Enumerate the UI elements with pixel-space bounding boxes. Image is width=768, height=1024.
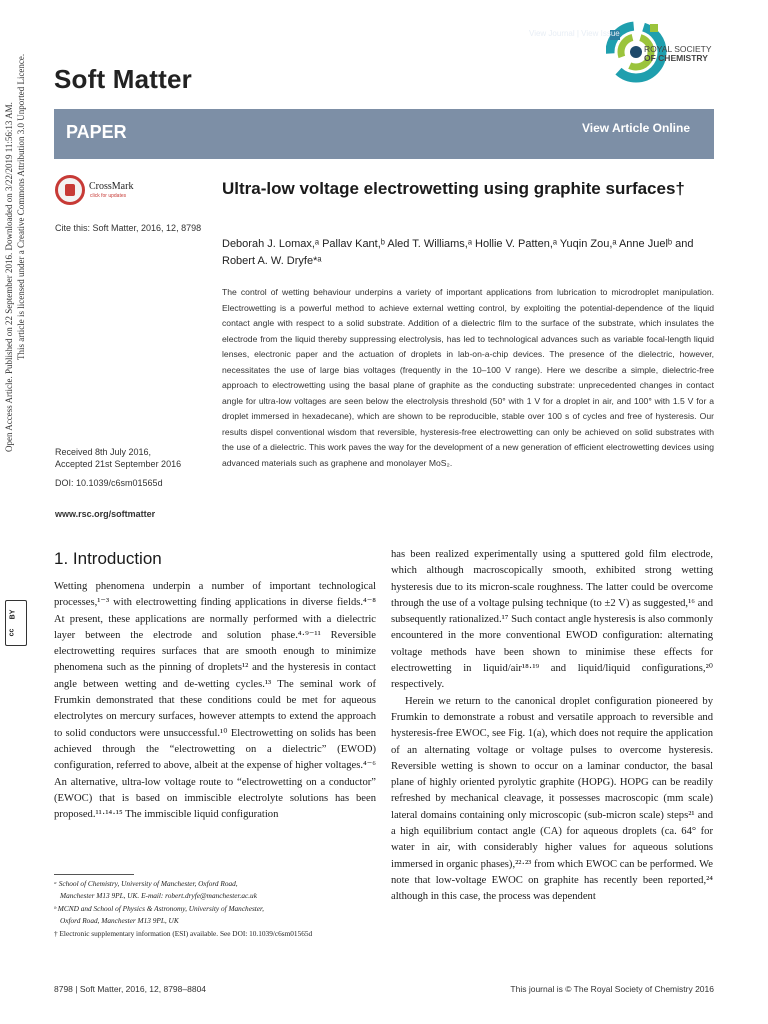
cc-by-badge-icon[interactable] bbox=[5, 600, 27, 646]
crossmark-icon bbox=[55, 175, 85, 205]
body-column-right bbox=[391, 547, 713, 906]
publisher-line-2: OF CHEMISTRY bbox=[644, 53, 708, 63]
rsc-logo bbox=[606, 18, 716, 88]
page-footer-citation: 8798 | Soft Matter, 2016, 12, 8798–8804 bbox=[54, 984, 207, 994]
journal-website-link[interactable]: www.rsc.org/softmatter bbox=[55, 509, 156, 519]
section-label: PAPER bbox=[66, 122, 127, 142]
footnotes bbox=[54, 878, 378, 940]
footnote-affiliation-a: ᵃ School of Chemistry, University of Manchester, Oxford Road, bbox=[54, 879, 238, 888]
licence-notice[interactable]: This article is licensed under a Creative Commons Attribution 3.0 Unported Licence. bbox=[16, 53, 26, 360]
section-heading-introduction: 1. Introduction bbox=[54, 549, 162, 568]
crossmark-sub: click for updates bbox=[90, 193, 127, 199]
cite-this: Cite this: Soft Matter, 2016, 12, 8798 bbox=[55, 223, 202, 233]
cc-label: cc bbox=[8, 628, 16, 637]
doi[interactable]: DOI: 10.1039/c6sm01565d bbox=[55, 478, 163, 488]
crossmark-label: CrossMark bbox=[89, 181, 134, 192]
section-bar bbox=[54, 109, 714, 159]
abstract: The control of wetting behaviour underpins a variety of important applications from lubrication to microdroplet manipulation. Electrowetting is a powerful method to achieve external wetting control, by exploiting the potential-dependence of the liquid contact angle with respect to a solid substrate. Addition of a dielectric film to the surface of the substrate, which insulates the electrode from the liquid thereby suppressing electrolysis, has led to technological advances such as variable focal-length liquid lenses, electronic paper and the actuation of droplets in lab-on-a-chip devices. The presence of the dielectric, however, necessitates the use of large bias voltages (frequently in the 10–100 V range). Here we describe a simple, dielectric-free approach to electrowetting using the basal plane of graphite as the conducting substrate: unprecedented changes in contact angle for ultra-low voltages are seen below the electrolysis threshold (50° with 1 V for a droplet in air, and 100° with 1.5 V for a droplet immersed in hexadecane), which are shown to be reproducible, stable over 100 s of cycles and free of hysteresis. Our results dispel conventional wisdom that reversible, hysteresis-free electrowetting can only be achieved on solid substrates with the use of a dielectric. This work paves the way for the development of a new generation of efficient electrowetting devices using advanced materials such as graphene and monolayer MoS₂. bbox=[222, 287, 714, 468]
footnote-affiliation-b-cont: Oxford Road, Manchester M13 9PL, UK bbox=[60, 916, 179, 926]
paragraph: has been realized experimentally using a sputtered gold film electrode, which although macroscopically smooth, exhibited strong wetting hysteresis due to its micron-scale roughness. The latter could be overcome through the use of a voltage pulsing technique (to ±2 V) as suggested,¹⁶ and subsequently rationalized.¹⁷ Such contact angle hysteresis is also commonly encountered in the more conventional EWOD configuration: alternating voltage methods have been shown to minimise these effects for electrowetting in liquid/air¹⁸·¹⁹ and liquid/liquid configurations,²⁰ respectively. bbox=[391, 549, 713, 691]
publisher-line-1: ROYAL SOCIETY bbox=[644, 44, 712, 54]
paragraph: Herein we return to the canonical droplet configuration pioneered by Frumkin to demonstrate a robust and versatile approach to reversible and hysteresis-free EWOC, see Fig. 1(a), which does not require the application of an alternating voltage or voltage pulses to overcome hysteresis. Reversible wetting is shown to occur on a laminar conductor, the basal plane of highly oriented pyrolytic graphite (HOPG). HOPG can be readily refreshed by mechanical cleavage, it possesses macroscopic (mm scale) lateral domains containing only microscopic (sub-micron scale) steps²¹ and a high equilibrium contact angle (CA) for aqueous droplets (ca. 64° for water in air, with considerably higher values for aqueous solutions immersed in organic phases),²²·²³ from which EWOC can be performed. We note that low-voltage EWOC on graphite has recently been reported,²⁴ although in this case, the process was dependent bbox=[391, 695, 713, 903]
by-label: BY bbox=[9, 609, 17, 620]
footnote-affiliation-b: ᵇ MCND and School of Physics & Astronomy, University of Manchester, bbox=[54, 903, 264, 913]
article-title: Ultra-low voltage electrowetting using graphite surfaces† bbox=[222, 179, 685, 198]
page-footer-copyright: This journal is © The Royal Society of Chemistry 2016 bbox=[510, 984, 714, 994]
received-date: Received 8th July 2016, bbox=[55, 447, 152, 457]
crossmark-button[interactable] bbox=[55, 175, 195, 207]
journal-title: Soft Matter bbox=[54, 64, 192, 94]
view-article-online-link[interactable]: View Article Online bbox=[581, 121, 690, 135]
author-list: Deborah J. Lomax,ᵃ Pallav Kant,ᵇ Aled T. Williams,ᵃ Hollie V. Patten,ᵃ Yuqin Zou,ᵃ Anne Juelᵇ and Robert A. W. Dryfe*ᵃ bbox=[222, 238, 694, 267]
accepted-date: Accepted 21st September 2016 bbox=[55, 459, 182, 469]
paragraph: Wetting phenomena underpin a number of important technological processes,¹⁻³ with electrowetting finding applications in diverse fields.⁴⁻⁸ At present, these applications are normally performed with a dielectric layer between the electrode and solution phase.⁴·⁹⁻¹¹ Reversible electrowetting requires surfaces that are smooth enough to minimize phenomena such as the pinning of droplets¹² and the hysteresis in contact angle between wetting and de-wetting cycles.¹³ The seminal work of Frumkin demonstrated that these conditions could be met for aqueous electrolytes on mercury surfaces, however attempts to extend the approach to solid conductors were unsuccessful.¹⁰ Electrowetting on solids has been achieved through the “electrowetting on a dielectric” (EWOD) configuration, referred to above, albeit at the expense of higher voltages.⁴⁻⁶ An alternative, ultra-low voltage route to “electrowetting on a conductor” (EWOC) that is based on immiscible electrolyte solutions has been proposed.¹¹·¹⁴·¹⁵ The immiscible liquid configuration bbox=[54, 581, 376, 821]
footnote-esi: † Electronic supplementary information (ESI) available. See DOI: 10.1039/c6sm01565d bbox=[54, 928, 313, 938]
footnote-rule bbox=[54, 874, 134, 875]
open-access-notice: Open Access Article. Published on 22 September 2016. Downloaded on 3/22/2019 11:56:13 AM. bbox=[4, 102, 14, 452]
body-column-left bbox=[54, 579, 376, 823]
view-journal-issue-links[interactable]: View Journal | View Issue bbox=[529, 29, 620, 38]
footnote-affiliation-a-cont: Manchester M13 9PL, UK. E-mail: robert.dryfe@manchester.ac.uk bbox=[60, 891, 257, 901]
